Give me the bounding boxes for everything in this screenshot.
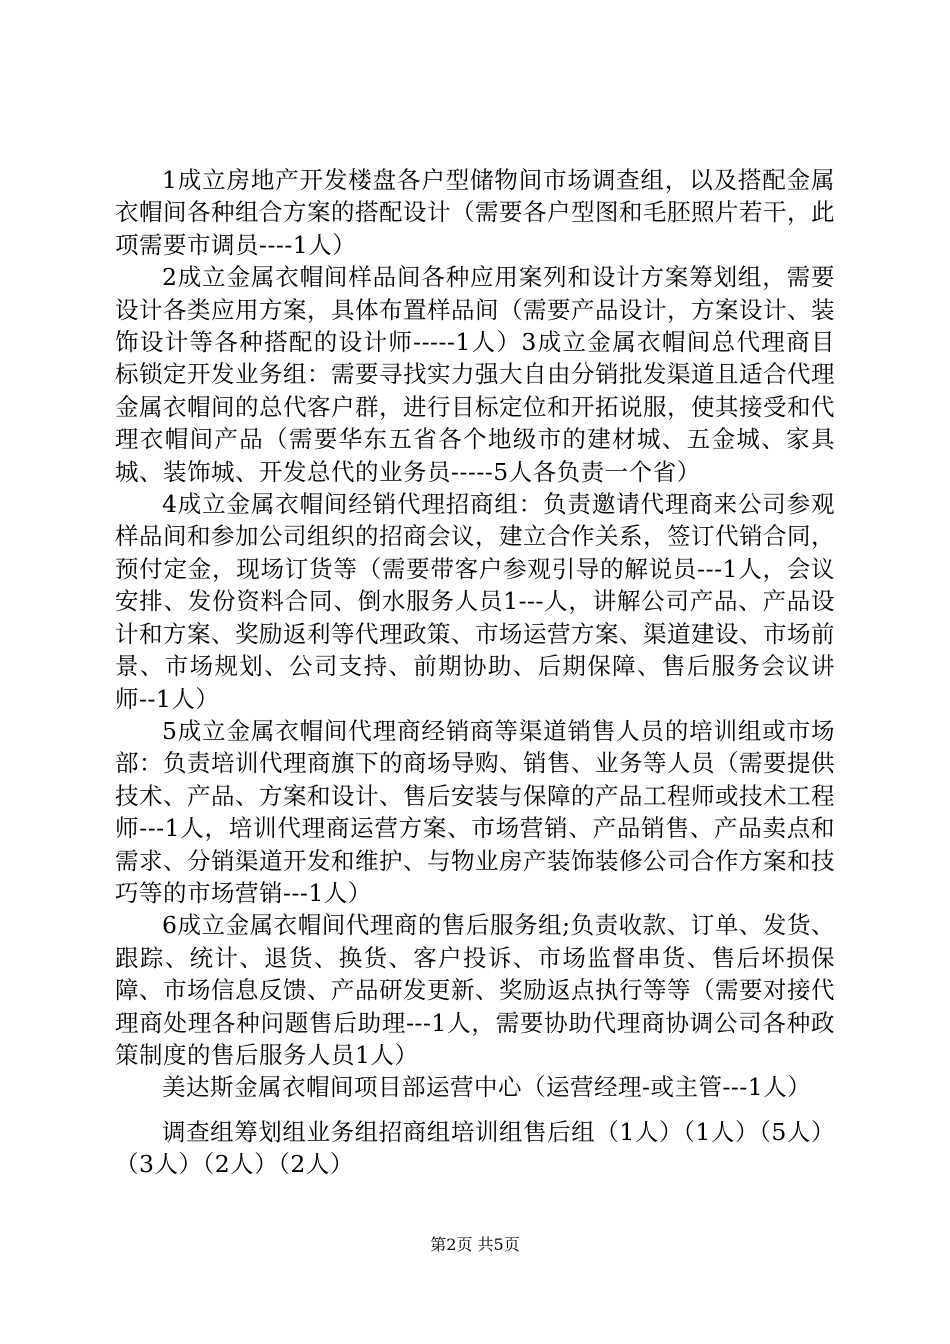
paragraph-survey-group: 1成立房地产开发楼盘各户型储物间市场调查组，以及搭配金属衣帽间各种组合方案的搭配设计（需要各户型图和毛胚照片若干，此项需要市调员----1人） bbox=[115, 166, 835, 259]
paragraph-after-sales-group: 6成立金属衣帽间代理商的售后服务组;负责收款、订单、发货、跟踪、统计、退货、换货、客户投诉、市场监督串货、售后坏损保障、市场信息反馈、产品研发更新、奖励返点执行等等（需要对接代理商处理各种问题售后助理---1人，需要协助代理商协调公司各种政策制度的售后服务人员1人） bbox=[115, 911, 835, 1069]
paragraph-planning-business-group: 2成立金属衣帽间样品间各种应用案列和设计方案筹划组，需要设计各类应用方案，具体布置样品间（需要产品设计，方案设计、装饰设计等各种搭配的设计师-----1人）3成立金属衣帽间总代理商目标锁定开发业务组：需要寻找实力强大自由分销批发渠道且适合代理金属衣帽间的总代客户群，进行目标定位和开拓说服，使其接受和代理衣帽间产品（需要华东五省各个地级市的建材城、五金城、家具城、装饰城、开发总代的业务员-----5人各负责一个省） bbox=[115, 263, 835, 486]
paragraph-group-summary: 调查组筹划组业务组招商组培训组售后组（1人）（1人）（5人）（3人）（2人）（2人） bbox=[115, 1117, 835, 1179]
paragraph-investment-group: 4成立金属衣帽间经销代理招商组：负责邀请代理商来公司参观样品间和参加公司组织的招商会议，建立合作关系，签订代销合同，预付定金，现场订货等（需要带客户参观引导的解说员---1人，会议安排、发份资料合同、倒水服务人员1---人，讲解公司产品、产品设计和方案、奖励返利等代理政策、市场运营方案、渠道建设、市场前景、市场规划、公司支持、前期协助、后期保障、售后服务会议讲师--1人） bbox=[115, 490, 835, 713]
document-body bbox=[115, 164, 835, 1181]
paragraph-training-group: 5成立金属衣帽间代理商经销商等渠道销售人员的培训组或市场部：负责培训代理商旗下的商场导购、销售、业务等人员（需要提供技术、产品、方案和设计、售后安装与保障的产品工程师或技术工程师---1人，培训代理商运营方案、市场营销、产品销售、产品卖点和需求、分销渠道开发和维护、与物业房产装饰装修公司合作方案和技巧等的市场营销---1人） bbox=[115, 716, 835, 907]
paragraph-operations-center: 美达斯金属衣帽间项目部运营中心（运营经理-或主管---1人） bbox=[162, 1073, 812, 1102]
page-footer: 第2页 共5页 bbox=[430, 1235, 520, 1254]
